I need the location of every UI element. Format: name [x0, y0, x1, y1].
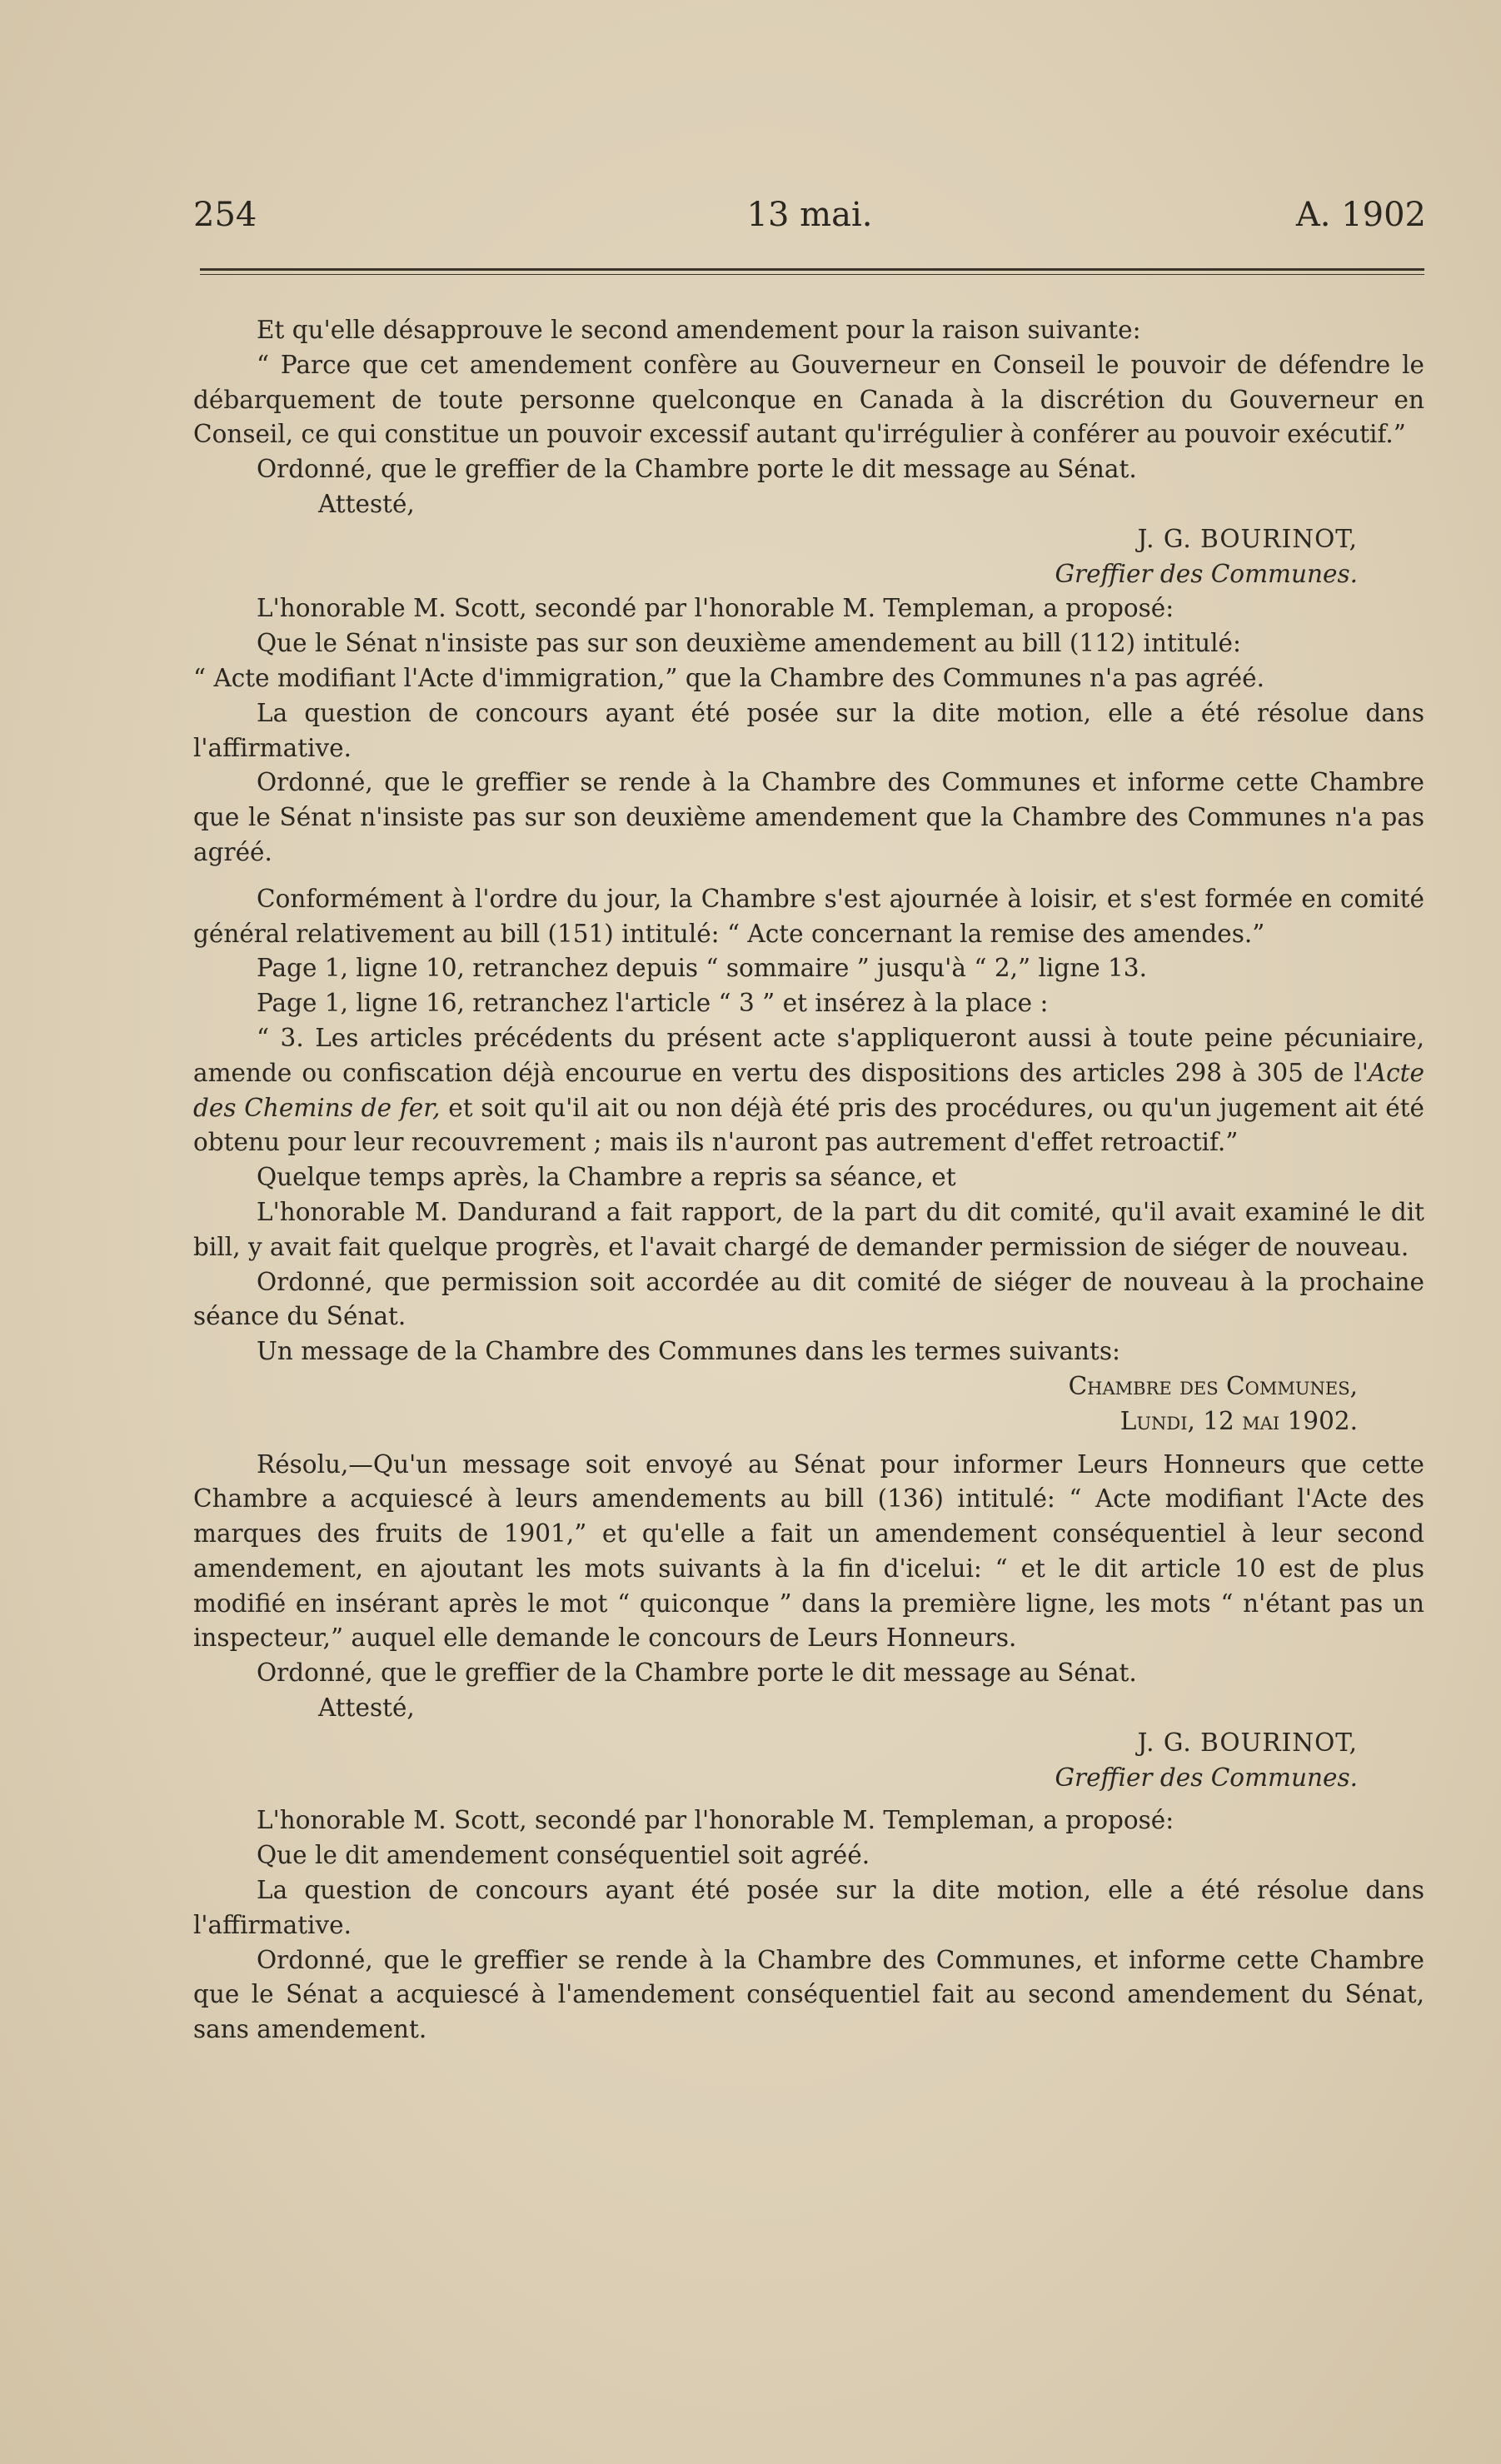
paragraph: “ Parce que cet amendement confère au Gouverneur en Conseil le pouvoir de défendre le débarquement de toute personne quelconque en Canada à la discrétion du Gouverneur en Conseil, ce qui constitue un pouvoir excessif autant qu'irrégulier à conférer au pouvoir exécutif.”	[193, 350, 1424, 449]
body-text	[193, 313, 1424, 2048]
paragraph: Page 1, ligne 10, retranchez depuis “ sommaire ” jusqu'à “ 2,” ligne 13.	[257, 954, 1147, 983]
paragraph: L'honorable M. Scott, secondé par l'honorable M. Templeman, a proposé:	[257, 594, 1174, 623]
header-date: 13 mai.	[746, 196, 873, 234]
paragraph: Conformément à l'ordre du jour, la Chambre s'est ajournée à loisir, et s'est formée en comité général relativement au bill (151) intitulé: “ Acte concernant la remise des amendes.”	[193, 884, 1424, 948]
paragraph: L'honorable M. Scott, secondé par l'honorable M. Templeman, a proposé:	[257, 1806, 1174, 1835]
message-date: Lundi, 12 mai 1902.	[1120, 1406, 1358, 1435]
paragraph: La question de concours ayant été posée sur la dite motion, elle a été résolue dans l'affirmative.	[193, 1876, 1424, 1939]
paragraph: Un message de la Chambre des Communes dans les termes suivants:	[257, 1337, 1120, 1366]
paragraph: Page 1, ligne 16, retranchez l'article “ 3 ” et insérez à la place :	[257, 989, 1049, 1018]
paragraph: Ordonné, que le greffier de la Chambre porte le dit message au Sénat.	[257, 1658, 1137, 1688]
paragraph: Et qu'elle désapprouve le second amendement pour la raison suivante:	[257, 316, 1141, 344]
paragraph: Résolu,—Qu'un message soit envoyé au Sénat pour informer Leurs Honneurs que cette Chambre a acquiescé à leurs amendements au bill (136) intitulé: “ Acte modifiant l'Acte des marques des fruits de 1901,” et qu'elle a fait un amendement conséquentiel à leur second amendement, en ajoutant les mots suivants à la fin d'icelui: “ et le dit article 10 est de plus modifié en insérant après le mot “ quiconque ” dans la première ligne, les mots “ n'étant pas un inspecteur,” auquel elle demande le concours de Leurs Honneurs.	[193, 1449, 1424, 1653]
paragraph: Ordonné, que le greffier de la Chambre porte le dit message au Sénat.	[257, 455, 1137, 484]
message-heading: Chambre des Communes,	[1068, 1371, 1358, 1400]
paragraph	[193, 1021, 1424, 1160]
attestation: Attesté,	[318, 489, 415, 518]
signature-title: Greffier des Communes.	[1055, 1763, 1358, 1792]
text-run: et soit qu'il ait ou non déjà été pris des procédures, ou qu'un jugement ait été obtenu pour leur recouvrement ; mais ils n'auront pas autrement d'effet retroactif.”	[193, 1093, 1424, 1157]
signature-name: J. G. BOURINOT,	[1137, 524, 1358, 553]
paragraph: Que le dit amendement conséquentiel soit agréé.	[257, 1841, 870, 1870]
paragraph: L'honorable M. Dandurand a fait rapport, de la part du dit comité, qu'il avait examiné le dit bill, y avait fait quelque progrès, et l'avait chargé de demander permission de siéger de nouveau.	[193, 1197, 1424, 1261]
text-run: “ 3. Les articles précédents du présent acte s'appliqueront aussi à toute peine pécuniaire, amende ou confiscation déjà encourue en vertu des dispositions des articles 298 à 305 de l'	[193, 1023, 1424, 1087]
attestation: Attesté,	[318, 1693, 415, 1723]
header-rule-thin	[200, 274, 1424, 275]
signature-name: J. G. BOURINOT,	[1137, 1728, 1358, 1757]
signature-title: Greffier des Communes.	[1055, 559, 1358, 588]
paragraph: Quelque temps après, la Chambre a repris sa séance, et	[257, 1163, 956, 1192]
act-title: Acte des Chemins de fer,	[193, 1058, 1424, 1122]
paragraph: La question de concours ayant été posée sur la dite motion, elle a été résolue dans l'affirmative.	[193, 698, 1424, 762]
page-header	[193, 190, 1426, 240]
page-number: 254	[193, 196, 257, 234]
paragraph: Ordonné, que le greffier se rende à la Chambre des Communes, et informe cette Chambre que le Sénat a acquiescé à l'amendement conséquentiel fait au second amendement du Sénat, sans amendement.	[193, 1945, 1424, 2044]
paragraph: “ Acte modifiant l'Acte d'immigration,” que la Chambre des Communes n'a pas agréé.	[193, 663, 1264, 692]
header-year: A. 1902	[1295, 196, 1426, 234]
paragraph: Que le Sénat n'insiste pas sur son deuxième amendement au bill (112) intitulé:	[257, 629, 1241, 658]
header-rule-thick	[200, 268, 1424, 271]
paragraph: Ordonné, que permission soit accordée au dit comité de siéger de nouveau à la prochaine séance du Sénat.	[193, 1267, 1424, 1331]
paragraph: Ordonné, que le greffier se rende à la Chambre des Communes et informe cette Chambre que le Sénat n'insiste pas sur son deuxième amendement que la Chambre des Communes n'a pas agréé.	[193, 768, 1424, 866]
header-rule	[200, 268, 1424, 275]
